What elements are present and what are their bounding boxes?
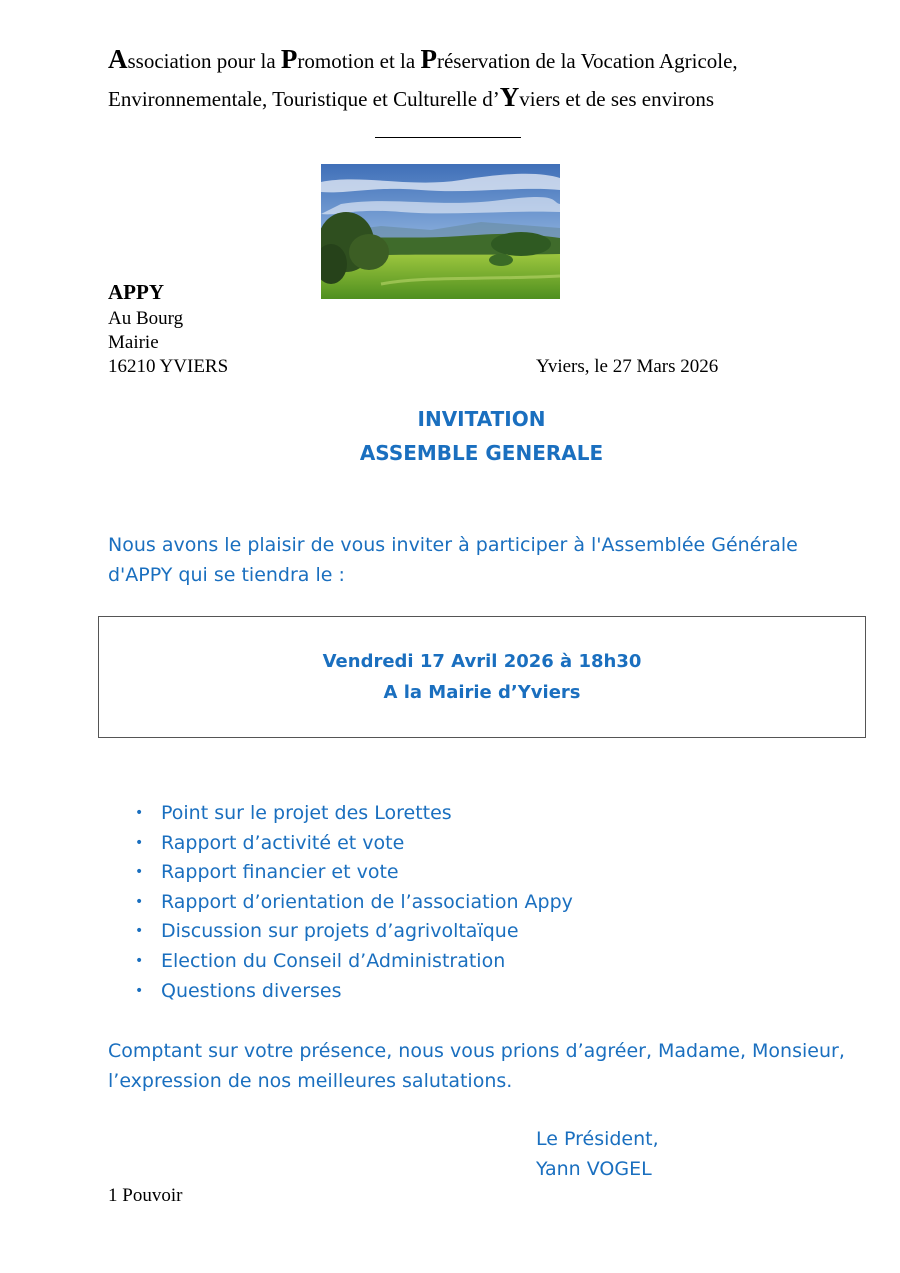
agenda-item (135, 858, 573, 888)
agenda-item-label: Discussion sur projets d’agrivoltaïque (161, 920, 519, 943)
initial-p: P (420, 44, 437, 74)
agenda-item (135, 829, 573, 859)
bullet-icon: • (135, 982, 144, 999)
event-place: A la Mairie d’Yviers (383, 682, 581, 703)
date-line: Yviers, le 27 Mars 2026 (536, 356, 719, 377)
text-segment: viers et de ses environs (519, 87, 715, 111)
landscape-photo (321, 164, 560, 299)
title-assembly: ASSEMBLE GENERALE (359, 441, 604, 465)
agenda-item-label: Rapport d’orientation de l’association Appy (161, 890, 573, 913)
agenda-item (135, 799, 573, 829)
sender-address-line: 16210 YVIERS (108, 356, 229, 377)
title-invitation: INVITATION (417, 407, 546, 431)
agenda-item-label: Rapport d’activité et vote (161, 831, 405, 854)
text-segment: ssociation pour la (127, 49, 281, 73)
sender-address-line: Mairie (108, 332, 159, 353)
agenda-list (135, 799, 573, 1006)
initial-a: A (108, 44, 128, 74)
sender-address-line: Au Bourg (108, 308, 184, 329)
agenda-item-label: Point sur le projet des Lorettes (161, 802, 452, 824)
association-name-line-1 (108, 46, 738, 74)
closing-paragraph: Comptant sur votre présence, nous vous prions d’agréer, Madame, Monsieur, l’expression de nos meilleures salutations. (108, 1040, 845, 1092)
sender-name: APPY (108, 280, 164, 304)
bullet-icon: • (135, 952, 144, 969)
bullet-icon: • (135, 834, 144, 851)
bullet-icon: • (135, 864, 144, 881)
agenda-item-label: Questions diverses (161, 979, 342, 1002)
agenda-item (135, 888, 573, 918)
agenda-item (135, 977, 573, 1007)
bullet-icon: • (135, 923, 144, 940)
agenda-item-label: Rapport financier et vote (161, 861, 399, 884)
agenda-item (135, 947, 573, 977)
agenda-item-label: Election du Conseil d’Administration (161, 949, 506, 972)
text-segment: Environnementale, Touristique et Culturelle d’ (108, 87, 500, 111)
initial-p: P (280, 44, 298, 74)
header-divider (375, 137, 521, 138)
agenda-item (135, 917, 573, 947)
text-segment: romotion et la (297, 49, 421, 73)
footer-note: 1 Pouvoir (108, 1185, 183, 1206)
bullet-icon: • (135, 805, 144, 821)
event-datetime: Vendredi 17 Avril 2026 à 18h30 (322, 651, 642, 672)
text-segment: réservation de la Vocation Agricole, (436, 49, 738, 73)
bullet-icon: • (135, 893, 144, 910)
association-name-line-2 (108, 84, 714, 112)
signature-role: Le Président, (536, 1128, 659, 1150)
signature-name: Yann VOGEL (536, 1158, 652, 1180)
event-box (98, 616, 866, 738)
intro-paragraph: Nous avons le plaisir de vous inviter à participer à l'Assemblée Générale d'APPY qui se tiendra le : (108, 534, 798, 586)
initial-y: Y (499, 82, 520, 112)
